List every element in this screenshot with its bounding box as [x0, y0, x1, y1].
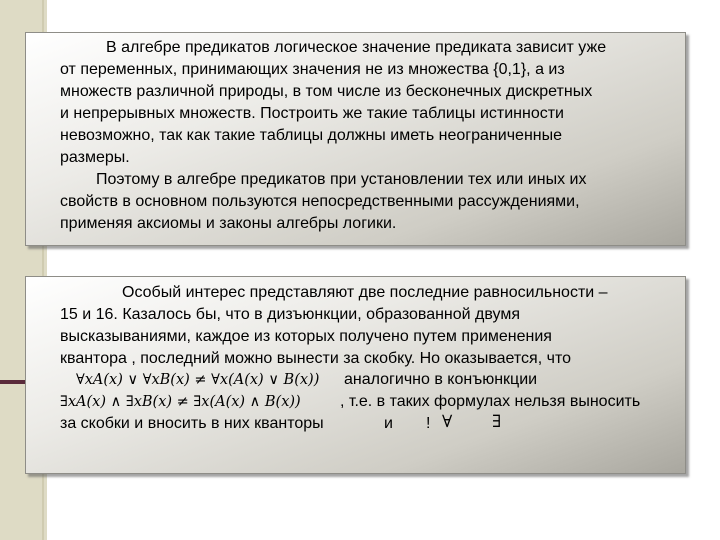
block2-line-2: 15 и 16. Казалось бы, что в дизъюнкции, образованной двумя [60, 306, 521, 323]
block2-line-1: Особый интерес представляют две последние равносильности – [122, 284, 608, 301]
block2-line-4: квантора , последний можно вынести за скобку. Но оказывается, что [60, 350, 571, 367]
block2-line-5-text: аналогично в конъюнкции [344, 371, 538, 388]
block2-line-3: высказываниями, каждое из которых получено путем применения [60, 328, 552, 345]
block1-line-1: В алгебре предикатов логическое значение предиката зависит уже [106, 39, 607, 56]
text-block-1 [25, 32, 686, 246]
block2-line-6-text: , т.е. в таких формулах нельзя выносить [340, 393, 641, 410]
block1-line-2: от переменных, принимающих значения не из множества {0,1}, а из [60, 61, 565, 78]
exclamation-mark: ! [426, 415, 431, 432]
conjunction-word: и [384, 415, 393, 432]
forall-quantifier-icon: ∀ [442, 412, 453, 432]
formula-exists-conjunction: ∃xA(x) ∧ ∃xB(x) ≠ ∃x(A(x) ∧ B(x)) [60, 394, 301, 410]
text-block-2 [25, 276, 686, 474]
exists-quantifier-icon: ∃ [492, 412, 502, 432]
block2-line-7: за скобки и вносить в них кванторы [60, 415, 324, 432]
block1-line-3: множеств различной природы, в том числе из бесконечных дискретных [60, 83, 593, 100]
block1-line-7: Поэтому в алгебре предикатов при установлении тех или иных их [96, 171, 587, 188]
block1-line-5: невозможно, так как такие таблицы должны иметь неограниченные [60, 127, 563, 144]
formula-forall-disjunction: ∀xA(x) ∨ ∀xB(x) ≠ ∀x(A(x) ∨ B(x)) [76, 372, 320, 388]
block1-line-4: и непрерывных множеств. Построить же такие таблицы истинности [60, 105, 564, 122]
block1-line-6: размеры. [60, 149, 130, 166]
block1-line-8: свойств в основном пользуются непосредственными рассуждениями, [60, 193, 580, 210]
block1-line-9: применяя аксиомы и законы алгебры логики. [60, 215, 397, 232]
